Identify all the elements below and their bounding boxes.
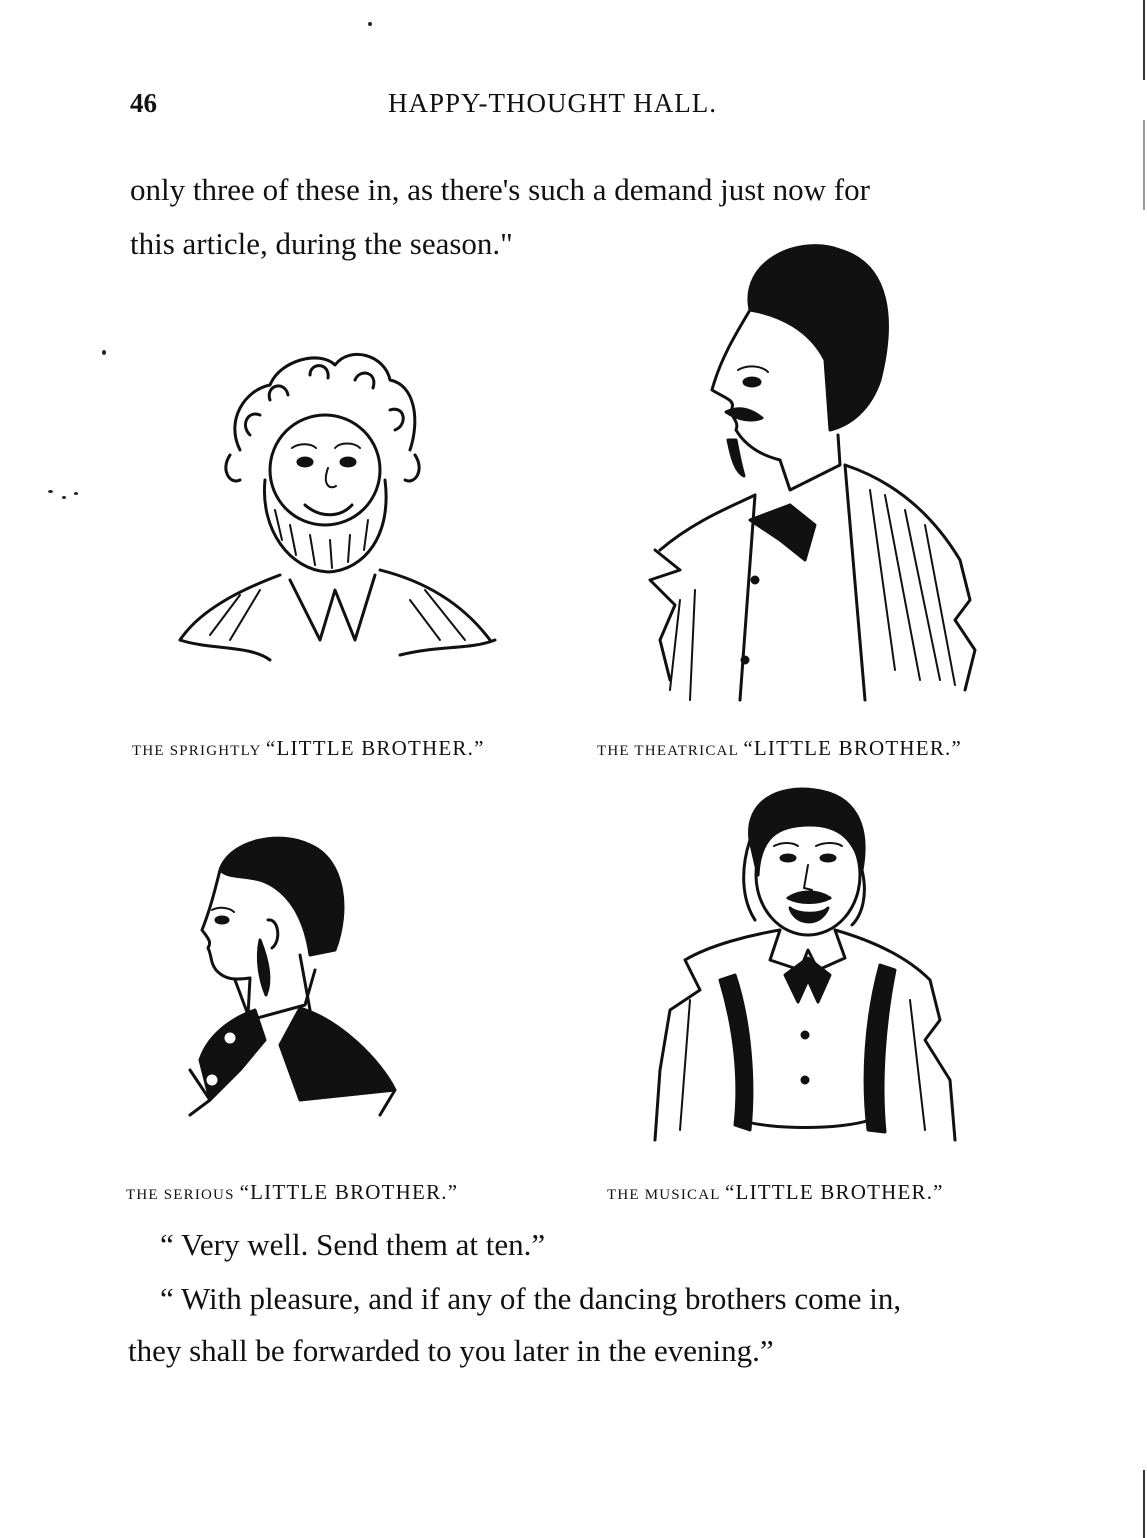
musical-man-portrait-icon <box>640 780 970 1160</box>
body-line-3: “ Very well. Send them at ten.” <box>160 1227 546 1262</box>
scan-edge-line <box>1143 1470 1145 1538</box>
caption-quoted: “LITTLE BROTHER.” <box>239 1180 459 1204</box>
scan-speck <box>368 22 372 26</box>
bearded-man-portrait-icon <box>170 340 510 690</box>
scan-speck <box>74 492 78 495</box>
caption-musical <box>607 1180 944 1205</box>
caption-sprightly <box>132 736 485 761</box>
caption-quoted: “LITTLE BROTHER.” <box>265 736 485 760</box>
caption-lead: THE SPRIGHTLY <box>132 743 261 759</box>
scan-edge-line <box>1143 120 1145 210</box>
running-title: HAPPY-THOUGHT HALL. <box>388 88 717 118</box>
running-head <box>0 88 1147 128</box>
caption-lead: THE MUSICAL <box>607 1187 721 1203</box>
profile-man-portrait-icon <box>640 240 990 710</box>
caption-serious <box>126 1180 458 1205</box>
scan-edge-line <box>1143 0 1145 80</box>
caption-lead: THE THEATRICAL <box>597 743 739 759</box>
page-number: 46 <box>130 88 157 118</box>
scan-speck <box>62 496 66 499</box>
body-line-2: this article, during the season." <box>130 226 513 261</box>
serious-profile-portrait-icon <box>180 830 410 1130</box>
scan-speck <box>102 350 106 355</box>
body-line-1: only three of these in, as there's such a demand just now for <box>130 172 870 207</box>
scan-speck <box>48 490 53 493</box>
caption-quoted: “LITTLE BROTHER.” <box>725 1180 944 1204</box>
body-line-4: “ With pleasure, and if any of the dancing brothers come in, <box>160 1281 902 1316</box>
caption-theatrical <box>597 736 962 761</box>
caption-lead: THE SERIOUS <box>126 1187 235 1203</box>
body-line-5: they shall be forwarded to you later in the evening.” <box>128 1333 774 1368</box>
caption-quoted: “LITTLE BROTHER.” <box>743 736 963 760</box>
